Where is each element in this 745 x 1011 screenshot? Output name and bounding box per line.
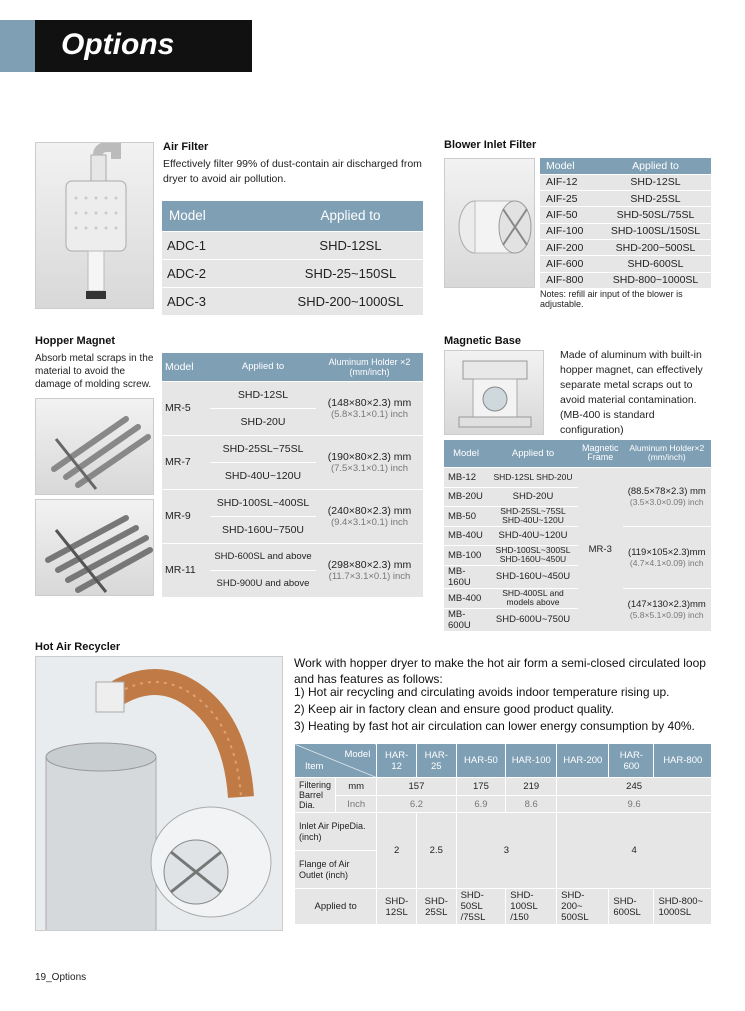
- table-cell: SHD-900U and above: [210, 570, 316, 597]
- hopper-magnet-image-2: [35, 499, 154, 596]
- table-cell: 8.6: [506, 796, 557, 813]
- hopper-magnet-image-1: [35, 398, 154, 495]
- table-cell: [623, 526, 711, 588]
- table-cell: SHD-200~500SL: [600, 239, 711, 255]
- feature-item: 3) Heating by fast hot air circulation can lower energy consumption by 40%.: [294, 719, 695, 733]
- blower-filter-image: [444, 158, 535, 288]
- table-cell: 9.6: [557, 796, 712, 813]
- table-cell: SHD-12SL SHD-20U: [488, 467, 578, 487]
- blower-filter-note: Notes: refill air input of the blower is adjustable.: [540, 289, 683, 309]
- table-cell: SHD-600SL and above: [210, 543, 316, 570]
- col-har-12: HAR-12: [377, 744, 417, 778]
- table-cell: SHD-50SL /75SL: [456, 889, 506, 925]
- unit-mm: mm: [336, 778, 377, 796]
- table-cell: SHD-50SL/75SL: [600, 207, 711, 223]
- col-model: Model: [540, 158, 600, 174]
- col-aluminum-holder: Aluminum Holder×2 (mm/inch): [623, 440, 711, 467]
- feature-item: 1) Hot air recycling and circulating avoids indoor temperature rising up.: [294, 685, 670, 699]
- hopper-magnet-title: Hopper Magnet: [35, 335, 116, 347]
- holder-inch: (11.7×3.1×0.1) inch: [328, 570, 411, 582]
- table-cell: MB-100: [444, 545, 488, 565]
- table-cell: MB-600U: [444, 608, 488, 631]
- col-magnetic-frame: Magnetic Frame: [578, 440, 623, 467]
- header-accent: [0, 20, 35, 72]
- table-cell: ADC-1: [162, 231, 278, 259]
- table-cell: MR-3: [578, 467, 623, 631]
- table-cell: MB-12: [444, 467, 488, 487]
- holder-inch: (9.4×3.1×0.1) inch: [330, 516, 409, 528]
- table-cell: SHD-25~150SL: [278, 259, 423, 287]
- table-cell: AIF-200: [540, 239, 600, 255]
- blower-filter-table: [540, 158, 711, 289]
- col-applied-to: Applied to: [210, 353, 316, 381]
- table-cell: AIF-800: [540, 272, 600, 288]
- table-cell: AIF-12: [540, 174, 600, 190]
- col-har-25: HAR-25: [416, 744, 456, 778]
- table-cell: 245: [557, 778, 712, 796]
- col-model: Model: [162, 201, 278, 231]
- table-cell: MR-7: [162, 435, 210, 489]
- col-aluminum-holder: Aluminum Holder ×2 (mm/inch): [316, 353, 423, 381]
- holder-mm: (240×80×2.3) mm: [327, 504, 412, 517]
- holder-mm: (88.5×78×2.3) mm: [627, 486, 706, 497]
- col-har-600: HAR-600: [609, 744, 654, 778]
- col-har-100: HAR-100: [506, 744, 557, 778]
- hopper-magnet-table: [162, 353, 423, 598]
- table-cell: SHD-600SL: [600, 256, 711, 272]
- table-cell: SHD-100SL /150: [506, 889, 557, 925]
- col-applied-to: Applied to: [600, 158, 711, 174]
- table-cell: [316, 381, 423, 435]
- table-cell: AIF-100: [540, 223, 600, 239]
- page-number: 19_Options: [35, 972, 87, 983]
- table-cell: SHD-12SL: [600, 174, 711, 190]
- table-cell: MB-20U: [444, 487, 488, 506]
- air-filter-description: Effectively filter 99% of dust-contain air discharged from dryer to avoid air pollution.: [163, 158, 422, 185]
- table-cell: 2.5: [416, 813, 456, 889]
- hot-air-recycler-image: [35, 656, 283, 931]
- table-cell: AIF-600: [540, 256, 600, 272]
- table-cell: SHD-200~ 500SL: [557, 889, 609, 925]
- table-cell: AIF-50: [540, 207, 600, 223]
- table-cell: [316, 435, 423, 489]
- table-cell: 3: [456, 813, 557, 889]
- unit-inch: Inch: [336, 796, 377, 813]
- col-model: Model: [444, 440, 488, 467]
- table-cell: SHD-12SL: [278, 231, 423, 259]
- col-applied-to: Applied to: [278, 201, 423, 231]
- table-cell: [623, 467, 711, 526]
- col-model: Model: [162, 353, 210, 381]
- table-cell: SHD-12SL: [210, 381, 316, 408]
- table-cell: SHD-600U~750U: [488, 608, 578, 631]
- col-har-50: HAR-50: [456, 744, 506, 778]
- table-cell: MB-40U: [444, 526, 488, 545]
- table-cell: [316, 489, 423, 543]
- table-cell: SHD-160U~750U: [210, 516, 316, 543]
- magnetic-base-table: [444, 440, 711, 632]
- hot-air-recycler-intro: Work with hopper dryer to make the hot air form a semi-closed circulated loop and has features as follows:: [294, 656, 706, 686]
- table-cell: SHD-40U~120U: [488, 526, 578, 545]
- holder-mm: (298×80×2.3) mm: [327, 558, 412, 571]
- feature-item: 2) Keep air in factory clean and ensure good product quality.: [294, 702, 614, 716]
- corner-item: Item: [305, 760, 324, 772]
- table-cell: MR-11: [162, 543, 210, 597]
- table-cell: SHD-25SL~75SL: [210, 435, 316, 462]
- holder-inch: (3.5×3.0×0.09) inch: [629, 497, 704, 507]
- row-label-barrel: Filtering Barrel Dia.: [295, 778, 336, 813]
- table-cell: 6.2: [377, 796, 456, 813]
- table-cell: 175: [456, 778, 506, 796]
- table-cell: SHD-400SL and models above: [488, 588, 578, 608]
- table-cell: SHD-12SL: [377, 889, 417, 925]
- col-har-200: HAR-200: [557, 744, 609, 778]
- hot-air-recycler-table: [294, 743, 712, 925]
- table-cell: SHD-20U: [210, 408, 316, 435]
- holder-inch: (7.5×3.1×0.1) inch: [330, 462, 409, 474]
- table-cell: SHD-40U~120U: [210, 462, 316, 489]
- col-applied-to: Applied to: [488, 440, 578, 467]
- table-cell: SHD-100SL/150SL: [600, 223, 711, 239]
- table-cell: SHD-800~ 1000SL: [654, 889, 712, 925]
- magnetic-base-description: Made of aluminum with built-in hopper magnet, can effectively separate metal scraps out to avoid material contamination. (MB-400 is standard configuration): [560, 349, 703, 436]
- table-cell: SHD-25SL: [600, 191, 711, 207]
- holder-inch: (5.8×5.1×0.09) inch: [629, 610, 704, 620]
- table-cell: SHD-800~1000SL: [600, 272, 711, 288]
- table-cell: MB-160U: [444, 565, 488, 588]
- table-cell: SHD-160U~450U: [488, 565, 578, 588]
- holder-inch: (4.7×4.1×0.09) inch: [629, 557, 704, 568]
- table-cell: MB-50: [444, 506, 488, 526]
- air-filter-image: [35, 142, 154, 309]
- table-cell: 4: [557, 813, 712, 889]
- table-cell: 6.9: [456, 796, 506, 813]
- table-cell: AIF-25: [540, 191, 600, 207]
- table-cell: [623, 588, 711, 631]
- row-label-applied: Applied to: [295, 889, 377, 925]
- table-cell: MR-9: [162, 489, 210, 543]
- table-cell: MR-5: [162, 381, 210, 435]
- air-filter-table: [162, 201, 423, 316]
- table-cell: SHD-200~1000SL: [278, 287, 423, 315]
- hopper-magnet-description: Absorb metal scraps in the material to avoid the damage of molding screw.: [35, 353, 154, 390]
- col-har-800: HAR-800: [654, 744, 712, 778]
- table-cell: SHD-25SL: [416, 889, 456, 925]
- table-cell: MB-400: [444, 588, 488, 608]
- table-cell: [316, 543, 423, 597]
- row-label-inlet: Inlet Air PipeDia. (inch): [295, 813, 377, 851]
- page-title: Options: [35, 20, 252, 72]
- table-cell: SHD-20U: [488, 487, 578, 506]
- table-cell: SHD-100SL~400SL: [210, 489, 316, 516]
- hot-air-recycler-title: Hot Air Recycler: [35, 641, 121, 653]
- row-label-flange: Flange of Air Outlet (inch): [295, 851, 377, 889]
- table-cell: SHD- 600SL: [609, 889, 654, 925]
- table-cell: 2: [377, 813, 417, 889]
- table-cell: 157: [377, 778, 456, 796]
- blower-filter-title: Blower Inlet Filter: [444, 139, 537, 151]
- corner-cell: [295, 744, 377, 778]
- air-filter-title: Air Filter: [163, 141, 209, 153]
- holder-mm: (148×80×2.3) mm: [327, 396, 412, 409]
- table-cell: 219: [506, 778, 557, 796]
- table-cell: SHD-100SL~300SL SHD-160U~450U: [488, 545, 578, 565]
- corner-model: Model: [344, 748, 371, 760]
- holder-mm: (147×130×2.3)mm: [627, 599, 706, 610]
- holder-mm: (190×80×2.3) mm: [327, 450, 412, 463]
- table-cell: ADC-3: [162, 287, 278, 315]
- magnetic-base-title: Magnetic Base: [444, 335, 522, 347]
- table-cell: SHD-25SL~75SL SHD-40U~120U: [488, 506, 578, 526]
- magnetic-base-image: [444, 350, 544, 435]
- table-cell: ADC-2: [162, 259, 278, 287]
- holder-inch: (5.8×3.1×0.1) inch: [330, 408, 409, 420]
- holder-mm: (119×105×2.3)mm: [628, 546, 706, 558]
